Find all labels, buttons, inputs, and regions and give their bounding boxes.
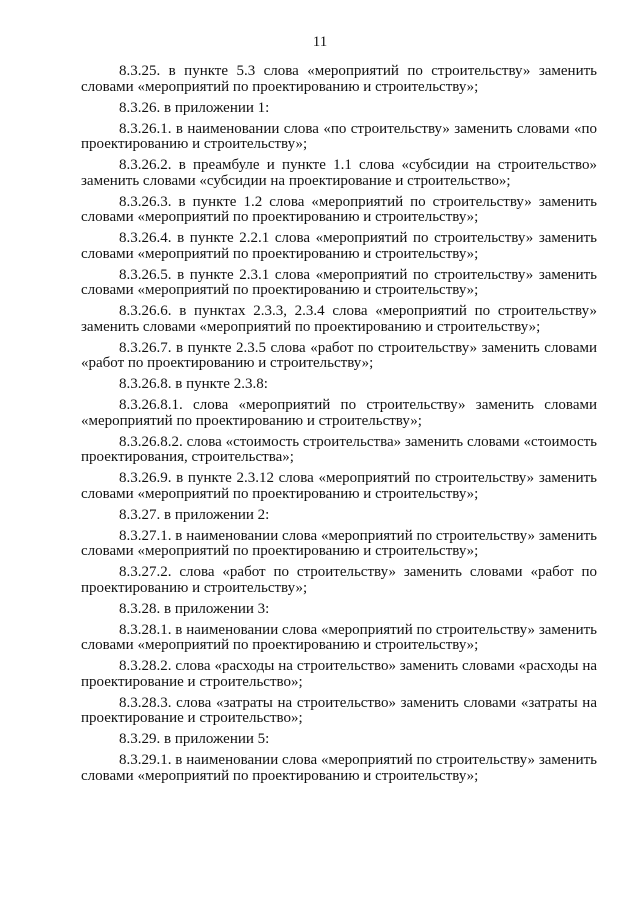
paragraph: 8.3.28.1. в наименовании слова «мероприятий по строительству» заменить словами «мероприятий по проектированию и строительству»; [81,621,597,653]
paragraph: 8.3.26.7. в пункте 2.3.5 слова «работ по строительству» заменить словами «работ по проектированию и строительству»; [81,339,597,371]
paragraph: 8.3.26.8.2. слова «стоимость строительства» заменить словами «стоимость проектирования, строительства»; [81,433,597,465]
paragraph: 8.3.29.1. в наименовании слова «мероприятий по строительству» заменить словами «мероприятий по проектированию и строительству»; [81,752,597,784]
paragraph: 8.3.29. в приложении 5: [119,731,270,747]
paragraph: 8.3.27.2. слова «работ по строительству» заменить словами «работ по проектированию и строительству»; [81,564,597,596]
paragraph: 8.3.26. в приложении 1: [119,99,270,116]
paragraph: 8.3.26.6. в пунктах 2.3.3, 2.3.4 слова «мероприятий по строительству» заменить словами «мероприятий по проектированию и строительству»; [81,303,597,335]
paragraph: 8.3.26.2. в преамбуле и пункте 1.1 слова «субсидии на строительство» заменить словами «субсидии на проектирование и строительство»; [81,157,597,189]
paragraph: 8.3.27.1. в наименовании слова «мероприятий по строительству» заменить словами «мероприятий по проектированию и строительству»; [81,527,597,559]
paragraph: 8.3.28.2. слова «расходы на строительство» заменить словами «расходы на проектирование и строительство»; [81,658,597,690]
paragraph: 8.3.26.8. в пункте 2.3.8: [119,376,268,392]
paragraph: 8.3.26.4. в пункте 2.2.1 слова «мероприятий по строительству» заменить словами «мероприятий по проектированию и строительству»; [81,230,597,262]
paragraph: 8.3.26.9. в пункте 2.3.12 слова «мероприятий по строительству» заменить словами «мероприятий по проектированию и строительству»; [81,470,597,502]
paragraph: 8.3.28.3. слова «затраты на строительство» заменить словами «затраты на проектирование и строительство»; [81,694,597,726]
paragraph: 8.3.26.5. в пункте 2.3.1 слова «мероприятий по строительству» заменить словами «мероприятий по проектированию и строительству»; [81,266,597,298]
paragraph: 8.3.25. в пункте 5.3 слова «мероприятий по строительству» заменить словами «мероприятий по проектированию и строительству»; [81,63,597,95]
paragraph: 8.3.26.3. в пункте 1.2 слова «мероприятий по строительству» заменить словами «мероприятий по проектированию и строительству»; [81,193,597,225]
paragraph: 8.3.26.1. в наименовании слова «по строительству» заменить словами «по проектированию и строительству»; [81,120,597,152]
paragraph: 8.3.26.8.1. слова «мероприятий по строительству» заменить словами «мероприятий по проектированию и строительству»; [81,397,597,429]
document-body [81,64,597,790]
paragraph: 8.3.28. в приложении 3: [119,600,270,617]
paragraph: 8.3.27. в приложении 2: [119,506,270,523]
page-number: 11 [312,34,328,50]
